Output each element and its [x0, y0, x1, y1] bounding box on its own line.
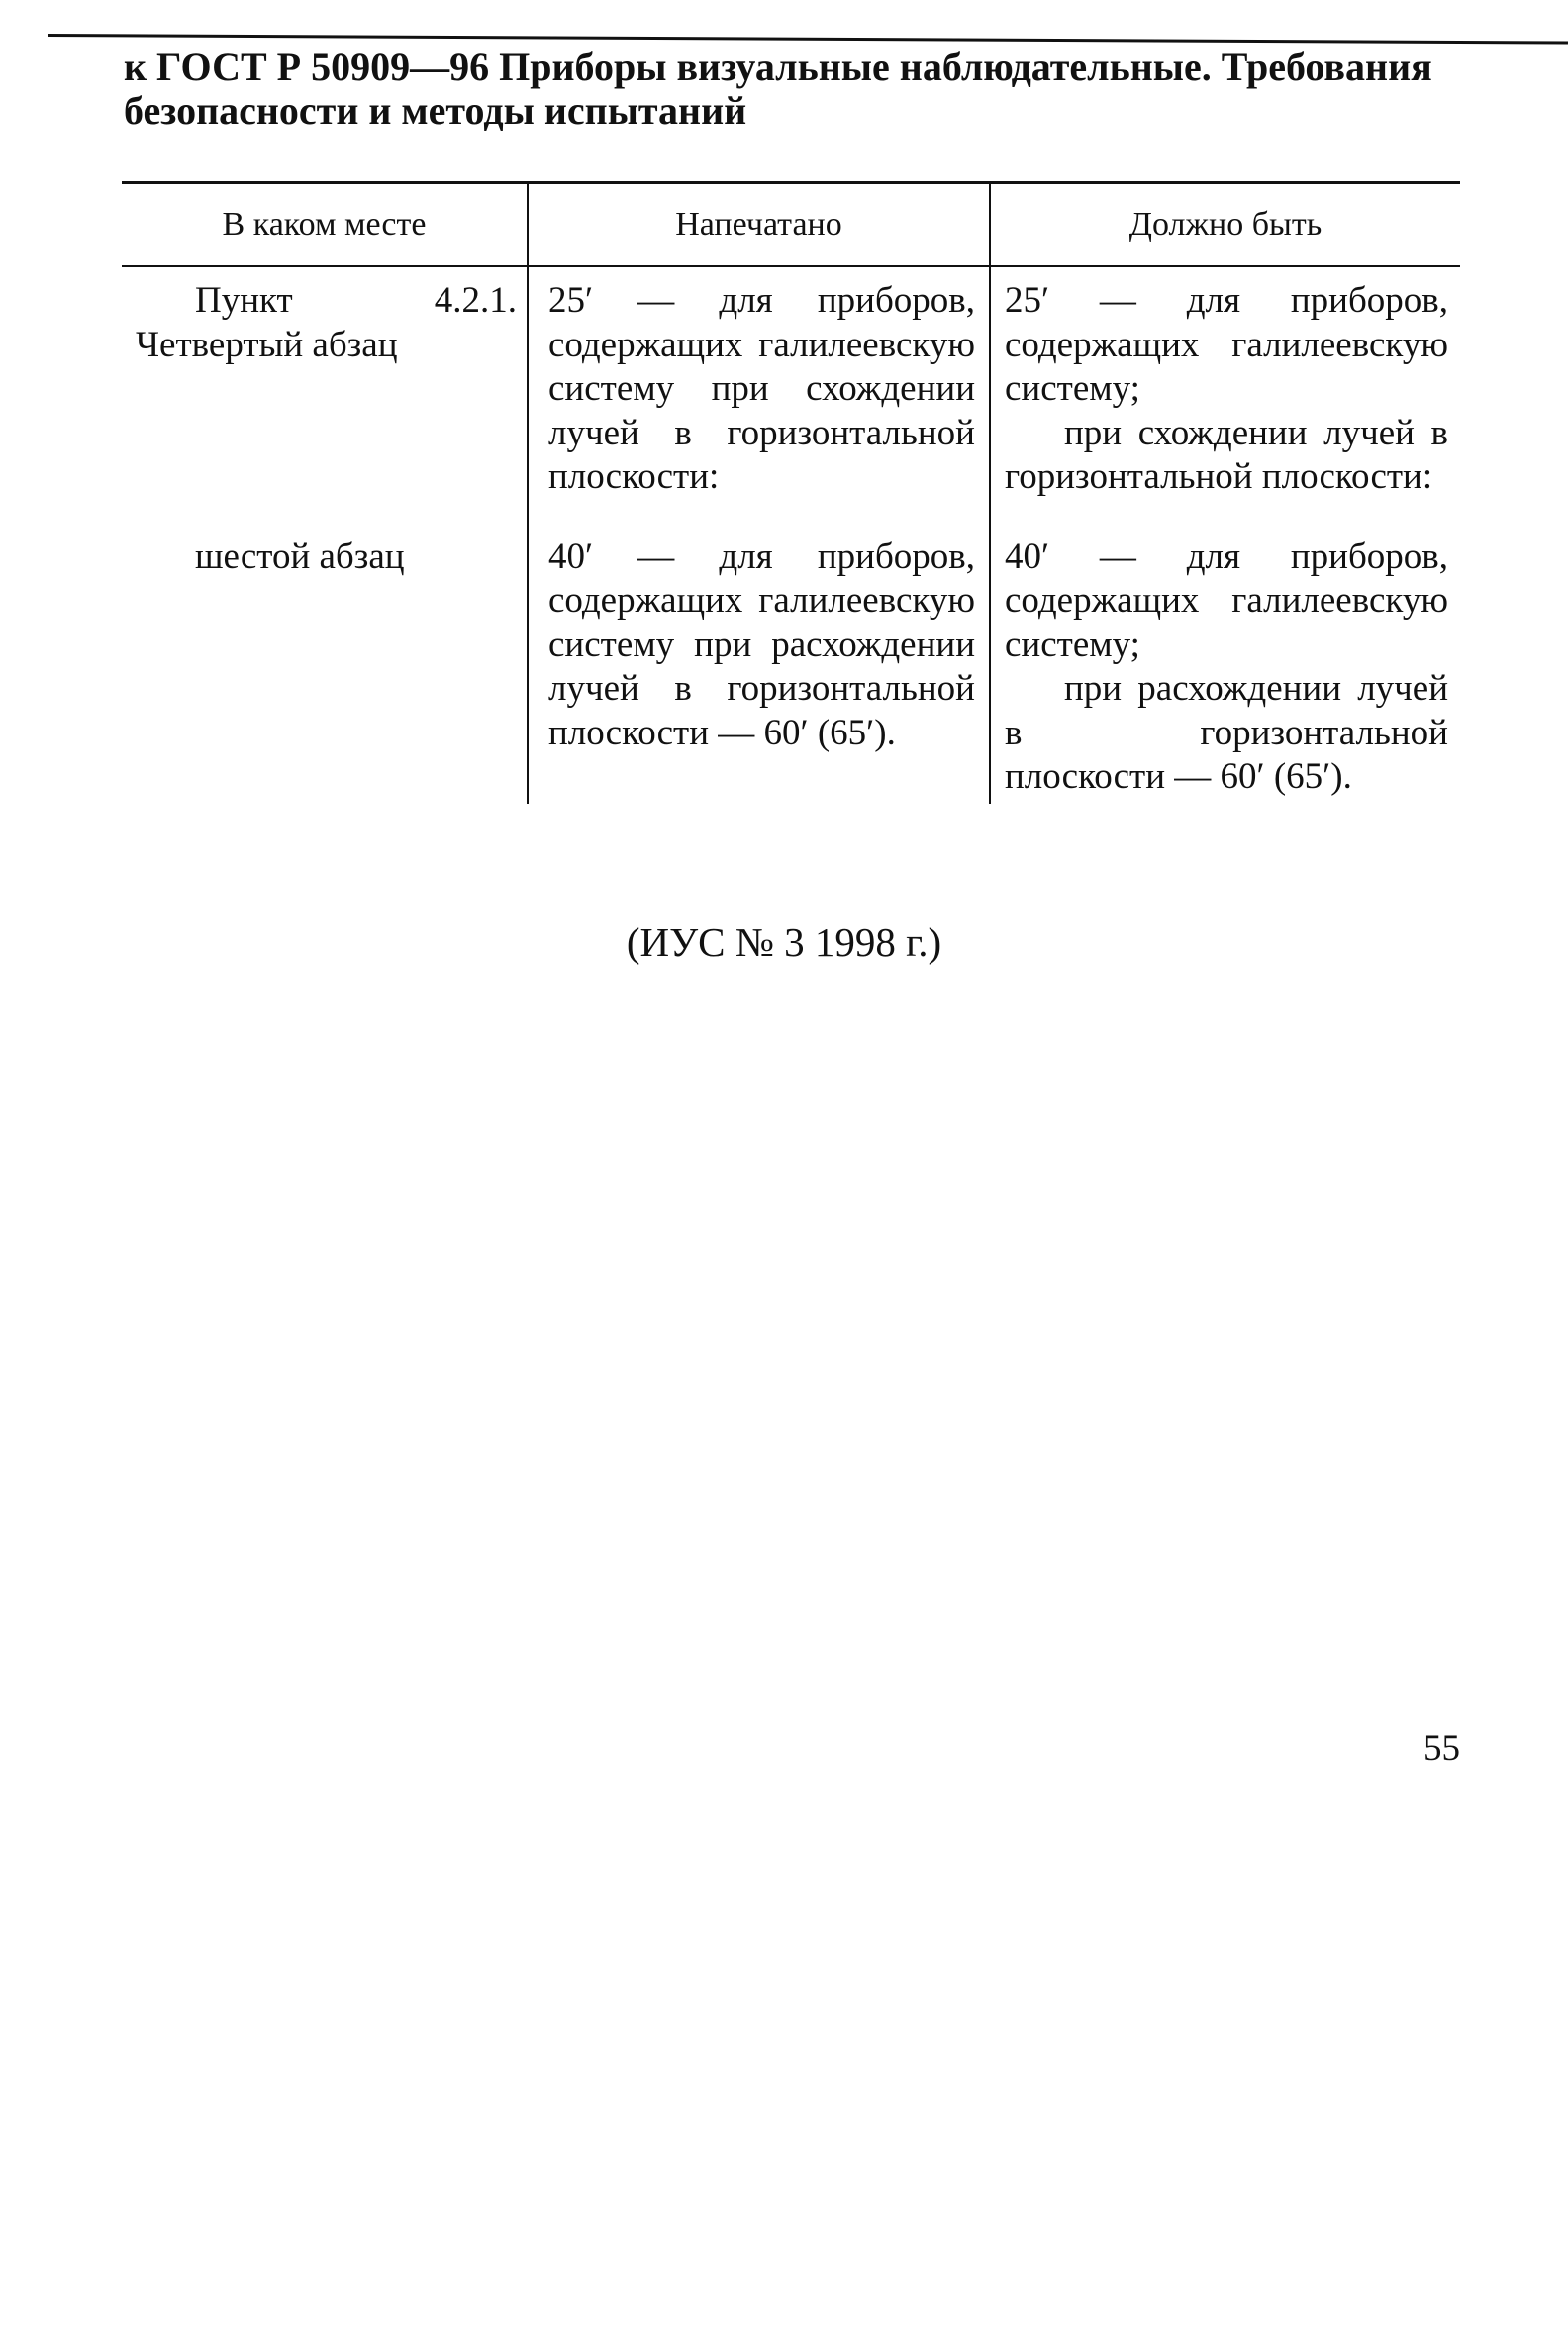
- header-line-2: безопасности и методы испытаний: [124, 88, 747, 133]
- cell-correct: [990, 266, 1460, 524]
- correct-text-part-2: при расхождении лучей в горизонтальной плоскости — 60′ (65′).: [1005, 668, 1448, 797]
- cell-place: [122, 524, 528, 804]
- corrections-table: [122, 181, 1460, 804]
- header-line-1: к ГОСТ Р 50909—96 Приборы визуальные наблюдательные. Требования: [124, 45, 1432, 89]
- printed-text: 25′ — для приборов, содержащих галилеевскую систему при схождении лучей в горизонтальной плоскости:: [548, 280, 975, 497]
- top-rule: [48, 34, 1568, 45]
- table-header-row: [122, 183, 1460, 267]
- cell-place: [122, 266, 528, 524]
- table-row: [122, 266, 1460, 524]
- correct-text-part-1: 40′ — для приборов, содержащих галилеевскую систему;: [1005, 536, 1448, 665]
- place-text: шестой абзац: [195, 536, 405, 577]
- column-header-printed: Напечатано: [528, 183, 990, 267]
- page-number: 55: [1423, 1728, 1460, 1769]
- cell-printed: [528, 524, 990, 804]
- amendment-reference: (ИУС № 3 1998 г.): [626, 920, 942, 965]
- column-header-correct: Должно быть: [990, 183, 1460, 267]
- correct-text-part-1: 25′ — для приборов, содержащих галилеевскую систему;: [1005, 280, 1448, 409]
- cell-printed: [528, 266, 990, 524]
- place-text: Пункт 4.2.1. Четвертый абзац: [136, 280, 517, 365]
- column-header-place: В каком месте: [222, 205, 427, 243]
- correct-text-part-2: при схождении лучей в горизонтальной плоскости:: [1005, 412, 1448, 497]
- cell-correct: [990, 524, 1460, 804]
- table-row: [122, 524, 1460, 804]
- page-header: [124, 46, 1470, 133]
- printed-text: 40′ — для приборов, содержащих галилеевскую систему при расхождении лучей в горизонтальной плоскости — 60′ (65′).: [548, 536, 975, 753]
